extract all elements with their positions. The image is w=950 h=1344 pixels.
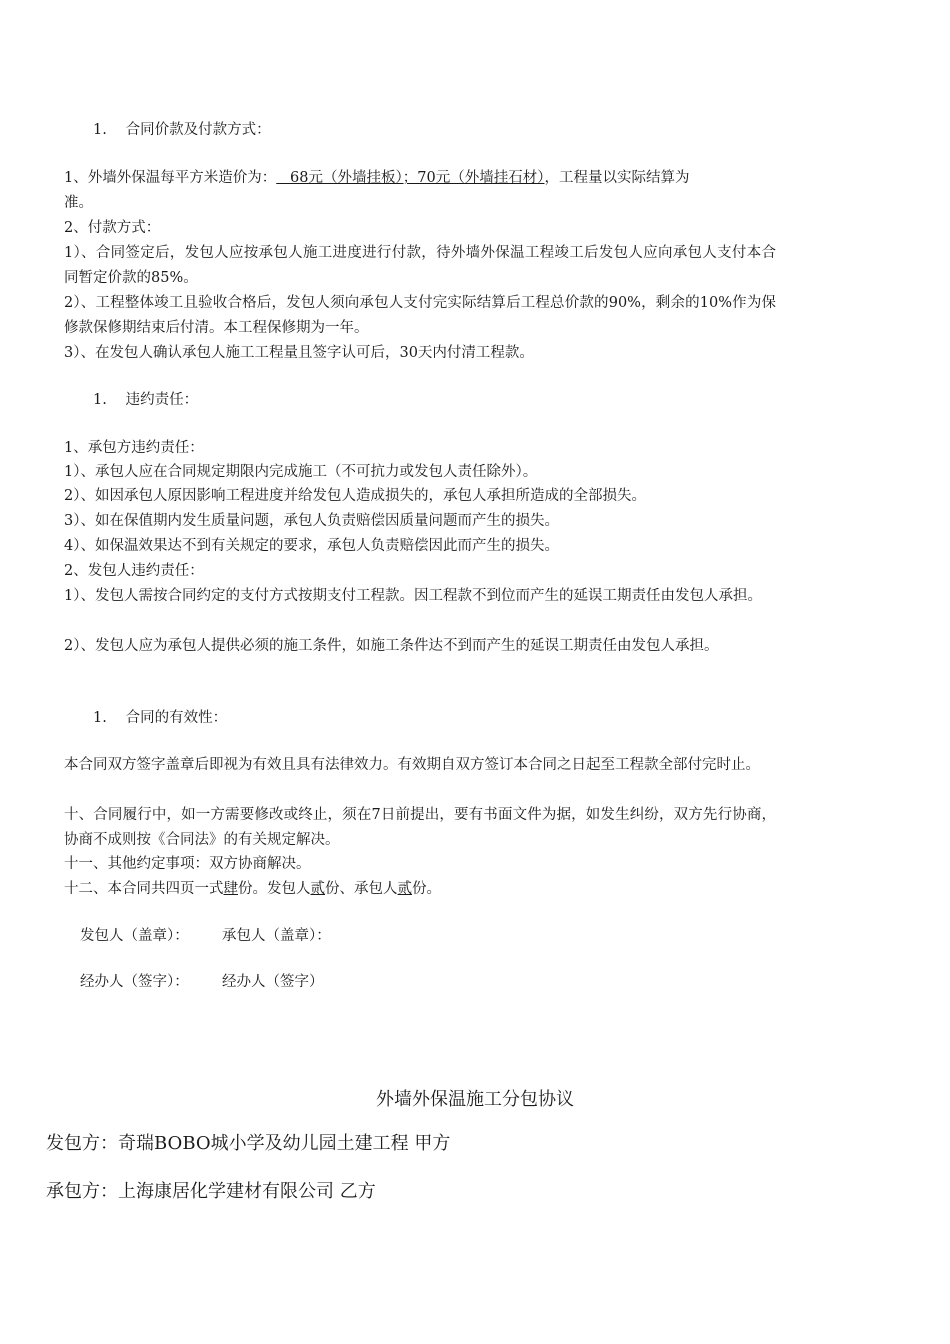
employer-seal-label: 发包人（盖章）：: [80, 928, 189, 944]
payment-method-label: 2、付款方式：: [64, 220, 161, 236]
contractor-breach-4: 4）、如保温效果达不到有关规定的要求，承包人负责赔偿因此而产生的损失。: [64, 538, 559, 554]
employer-party: 发包方：奇瑞BOBO城小学及幼儿园土建工程 甲方: [46, 1133, 451, 1154]
heading-title: 合同价款及付款方式：: [125, 122, 271, 138]
heading-title: 违约责任：: [125, 392, 199, 408]
clause-11: 十一、其他约定事项：双方协商解决。: [64, 856, 311, 872]
agreement-title: 外墙外保温施工分包协议: [376, 1089, 574, 1110]
contractor-breach-label: 1、承包方违约责任：: [64, 440, 204, 456]
clause-12-text: 份。: [412, 881, 441, 897]
validity-paragraph: 本合同双方签字盖章后即视为有效且具有法律效力。有效期自双方签订本合同之日起至工程款全部付完时止。: [64, 757, 760, 773]
payment-item-1: 1）、合同签定后，发包人应按承包人施工进度进行付款，待外墙外保温工程竣工后发包人应向承包人支付本合同暂定价款的85%。: [64, 245, 776, 286]
heading-number: 1.: [93, 122, 107, 138]
price-line: [64, 166, 779, 191]
contractor-agent-label: 经办人（签字）: [222, 974, 324, 990]
section-heading-breach: [93, 388, 198, 413]
contractor-party: 承包方：上海康居化学建材有限公司 乙方: [46, 1181, 376, 1202]
clause-12-text: 份。发包人: [238, 881, 311, 897]
employer-breach-1: 1）、发包人需按合同约定的支付方式按期支付工程款。因工程款不到位而产生的延误工期责任由发包人承担。: [64, 588, 762, 604]
clause-12: [64, 877, 779, 902]
price-line-cont: 准。: [64, 195, 93, 211]
section-heading-validity: [93, 706, 227, 731]
copies-contractor: 贰: [397, 881, 412, 897]
employer-agent-label: 经办人（签字）：: [80, 974, 189, 990]
price-prefix: 1、外墙外保温每平方米造价为：: [64, 170, 277, 186]
price-suffix: ，工程量以实际结算为: [544, 170, 690, 186]
payment-item-3: 3）、在发包人确认承包人施工工程量且签字认可后，30天内付清工程款。: [64, 345, 534, 361]
copies-total: 肆: [223, 881, 238, 897]
contractor-breach-1: 1）、承包人应在合同规定期限内完成施工（不可抗力或发包人责任除外）。: [64, 464, 538, 480]
clause-10: 十、合同履行中，如一方需要修改或终止，须在7日前提出，要有书面文件为据，如发生纠纷，双方先行协商，协商不成则按《合同法》的有关规定解决。: [64, 807, 776, 848]
employer-breach-2: 2）、发包人应为承包人提供必须的施工条件，如施工条件达不到而产生的延误工期责任由发包人承担。: [64, 638, 719, 654]
contractor-seal-label: 承包人（盖章）：: [222, 928, 331, 944]
clause-12-text: 份、承包人: [325, 881, 398, 897]
heading-number: 1.: [93, 710, 107, 726]
heading-title: 合同的有效性：: [125, 710, 228, 726]
clause-12-text: 十二、本合同共四页一式: [64, 881, 224, 897]
payment-item-2: 2）、工程整体竣工且验收合格后，发包人须向承包人支付完实际结算后工程总价款的90%，剩余的10%作为保修款保修期结束后付清。本工程保修期为一年。: [64, 295, 776, 336]
copies-employer: 贰: [310, 881, 325, 897]
heading-number: 1.: [93, 392, 107, 408]
employer-breach-label: 2、发包人违约责任：: [64, 563, 204, 579]
contractor-breach-2: 2）、如因承包人原因影响工程进度并给发包人造成损失的，承包人承担所造成的全部损失。: [64, 488, 646, 504]
contractor-breach-3: 3）、如在保值期内发生质量问题，承包人负责赔偿因质量问题而产生的损失。: [64, 513, 559, 529]
price-value: 68元（外墙挂板）；70元（外墙挂石材）: [276, 170, 545, 186]
section-heading-payment: [93, 118, 271, 143]
